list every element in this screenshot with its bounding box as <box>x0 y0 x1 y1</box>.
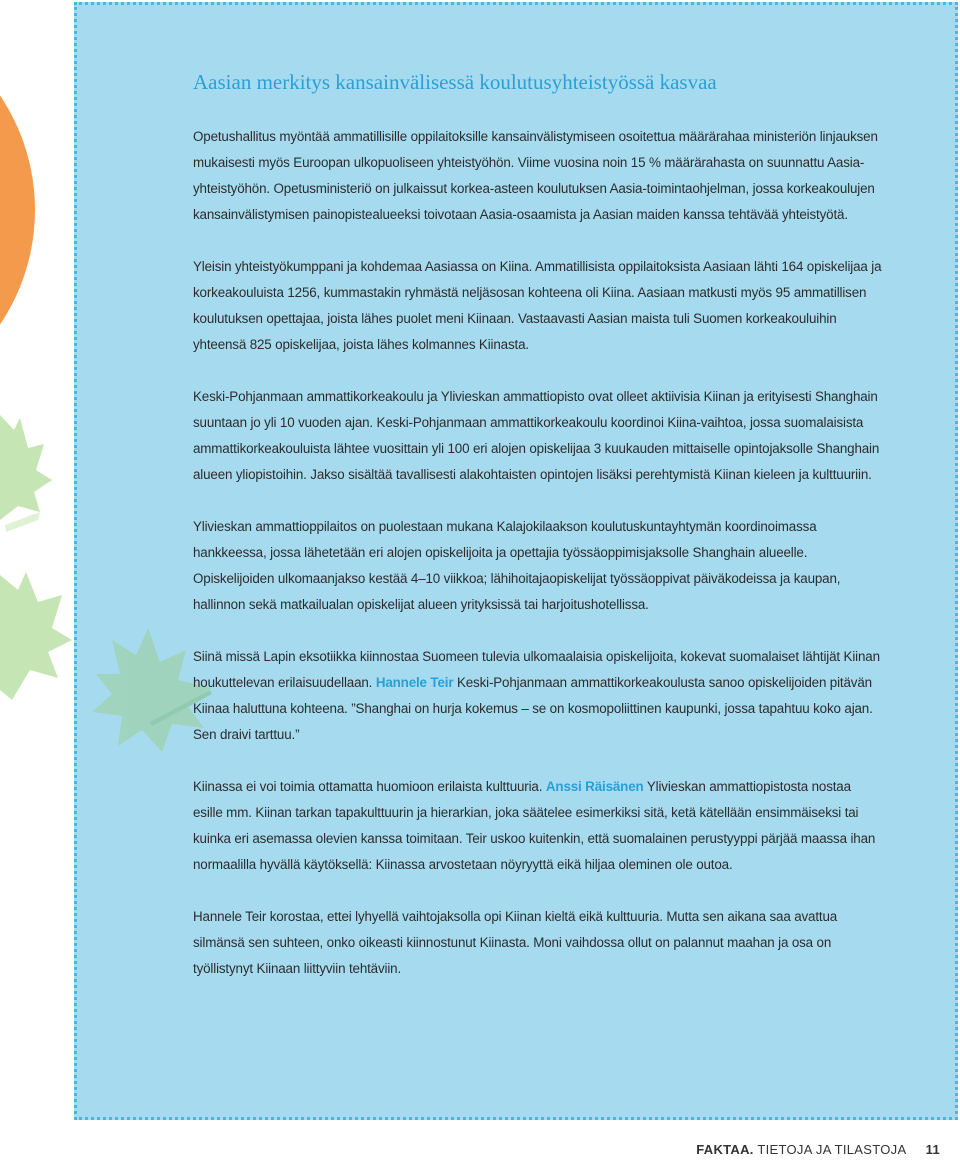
paragraph: Opetushallitus myöntää ammatillisille oppilaitoksille kansainvälistymiseen osoitettua määrärahaa ministeriön linjauksen mukaisesti myös Euroopan ulkopuoliseen yhteistyöhön. Viime vuosina noin 15 % määrärahasta on suunnattu Aasia-yhteistyöhön. Opetusministeriö on julkaissut korkea-asteen koulutuksen Aasia-toimintaohjelman, jossa korkeakoulujen kansainvälistymisen painopistealueeksi toivotaan Aasia-osaamista ja Aasian maiden kanssa tehtävää yhteistyötä. <box>193 129 878 222</box>
person-name-highlight: Anssi Räisänen <box>545 779 644 794</box>
paragraph-text: Keski-Pohjanmaan ammattikorkeakoulusta sanoo opiskelijoiden pitävän Kiinaa haluttuna kohteena. ”Shanghai on hurja kokemus – se on kosmopoliittinen kaupunki, jossa tapahtuu koko ajan. Sen draivi tarttuu.” <box>193 675 873 742</box>
paragraph: Keski-Pohjanmaan ammattikorkeakoulu ja Ylivieskan ammattiopisto ovat olleet aktiivisia Kiinan ja erityisesti Shanghain suuntaan jo yli 10 vuoden ajan. Keski-Pohjanmaan ammattikorkeakoulu koordinoi Kiina-vaihtoa, jossa suomalaisista ammattikorkeakouluista lähtee vuosittain yli 100 eri alojen opiskelijaa 3 kuukauden mittaiselle opintojaksolle Shanghain alueen yliopistoihin. Jakso sisältää tavallisesti alakohtaisten opintojen lisäksi perehtymistä Kiinan kieleen ja kulttuuriin. <box>193 389 880 482</box>
paragraph <box>193 644 883 748</box>
paragraph-text: Siinä missä Lapin eksotiikka kiinnostaa Suomeen tulevia ulkomaalaisia opiskelijoita, kokevat suomalaiset lähtijät Kiinan houkuttelevan erilaisuudellaan. <box>193 649 880 690</box>
person-name-highlight: Hannele Teir <box>375 675 454 690</box>
page-footer <box>696 1142 940 1157</box>
paragraph-text: Ylivieskan ammattiopistosta nostaa esille mm. Kiinan tarkan tapakulttuurin ja hierarkian, joka säätelee esimerkiksi sitä, ketä kätellään ensimmäiseksi tai kuinka eri asemassa olevien kanssa toimitaan. Teir uskoo kuitenkin, että suomalainen perustyyppi pärjää maassa ihan normaalilla hyvällä käytöksellä: Kiinassa arvostetaan nöyryyttä eikä hiljaa oleminen ole outoa. <box>193 779 876 872</box>
paragraph: Yleisin yhteistyökumppani ja kohdemaa Aasiassa on Kiina. Ammatillisista oppilaitoksista Aasiaan lähti 164 opiskelijaa ja korkeakouluista 1256, kummastakin ryhmästä neljäsosan kohteena oli Kiina. Aasiaan matkusti myös 95 ammatillisen koulutuksen opettajaa, joista lähes puolet meni Kiinaan. Vastaavasti Aasian maista tuli Suomen korkeakouluihin yhteensä 825 opiskelijaa, joista lähes kolmannes Kiinasta. <box>193 259 882 352</box>
paragraph-text: Kiinassa ei voi toimia ottamatta huomioon erilaista kulttuuria. <box>193 779 543 794</box>
paragraph: Hannele Teir korostaa, ettei lyhyellä vaihtojaksolla opi Kiinan kieltä eikä kulttuuria. Mutta sen aikana saa avattua silmänsä sen suhteen, onko oikeasti kiinnostunut Kiinasta. Moni vaihdossa ollut on palannut maahan ja osa on työllistynyt Kiinaan liittyviin tehtäviin. <box>193 909 838 976</box>
page-number: 11 <box>925 1142 940 1157</box>
article-body <box>193 124 883 1008</box>
paragraph: Ylivieskan ammattioppilaitos on puolestaan mukana Kalajokilaakson koulutuskuntayhtymän koordinoimassa hankkeessa, jossa lähetetään eri alojen opiskelijoita ja opettajia työssäoppimisjaksolle Shanghain alueelle. Opiskelijoiden ulkomaanjakso kestää 4–10 viikkoa; lähihoitajaopiskelijat työssäoppivat päiväkodeissa ja kaupan, hallinnon sekä matkailualan opiskelijat alueen yrityksissä tai harjoitushotellissa. <box>193 519 841 612</box>
footer-brand: FAKTAA. <box>696 1142 754 1157</box>
paragraph <box>193 774 883 878</box>
footer-subtitle: TIETOJA JA TILASTOJA <box>757 1142 906 1157</box>
page-title: Aasian merkitys kansainvälisessä koulutusyhteistyössä kasvaa <box>193 70 717 94</box>
